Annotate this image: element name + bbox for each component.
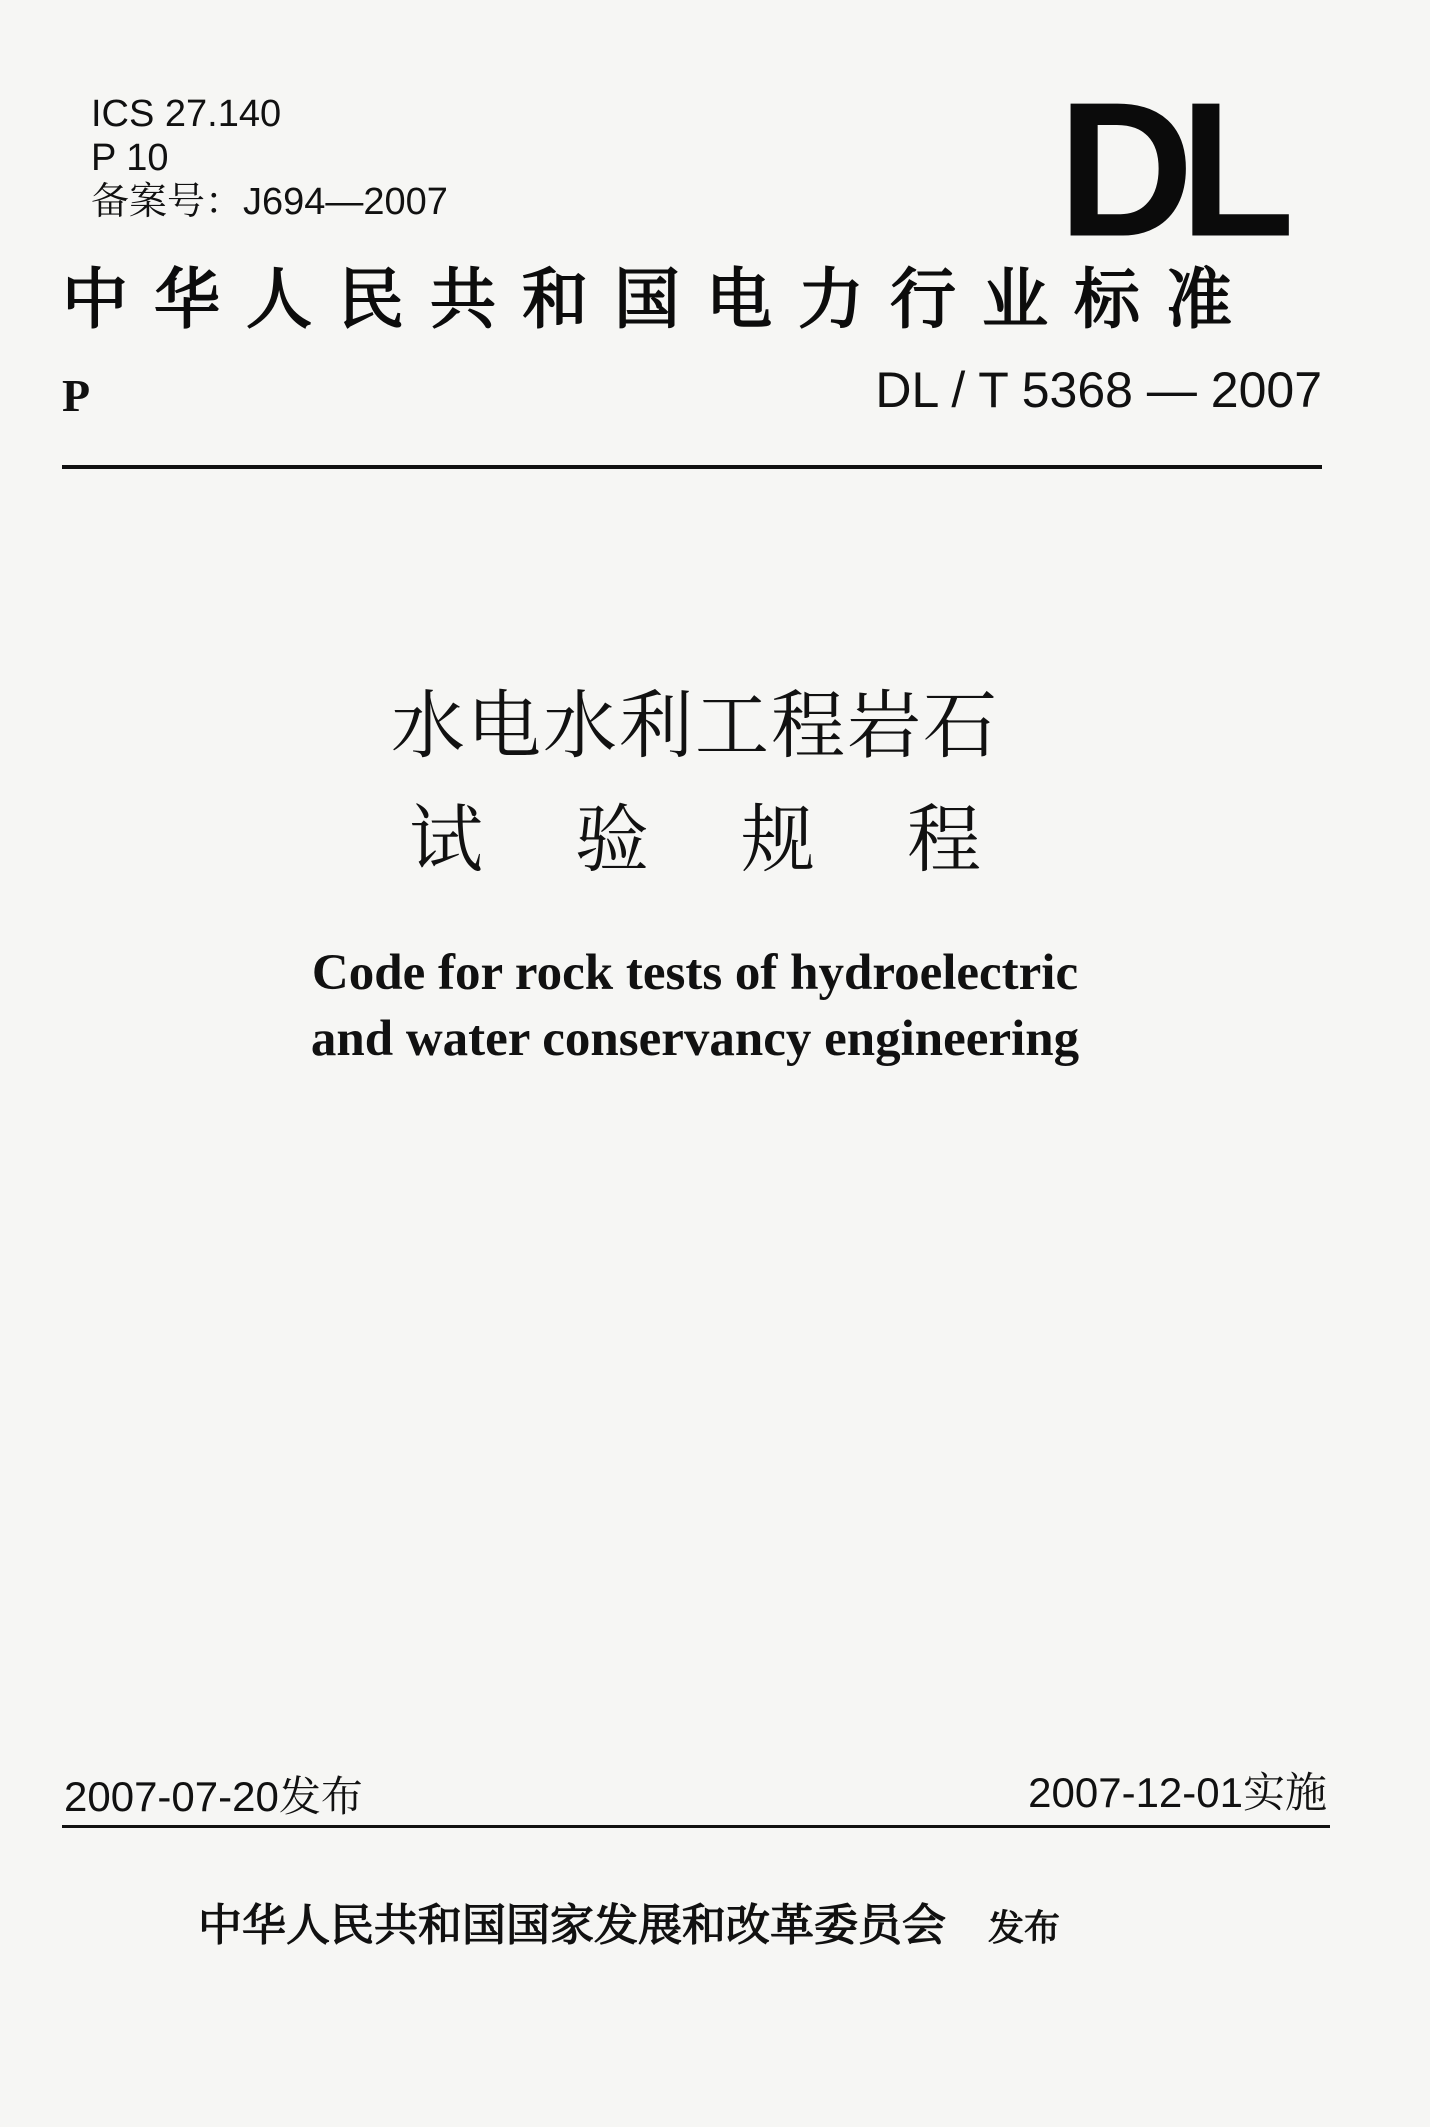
publisher-name: 中华人民共和国国家发展和改革委员会 (198, 1900, 946, 1951)
ics-code: ICS 27.140 (91, 93, 282, 135)
class-number: P 10 (91, 137, 169, 179)
header-divider (62, 465, 1322, 469)
classification-letter: P (62, 370, 91, 421)
title-english-line-1: Code for rock tests of hydroelectric (311, 945, 1079, 1001)
standard-header: 中华人民共和国电力行业标准 (62, 260, 1258, 338)
issue-date: 2007-07-20发布 (64, 1773, 363, 1820)
footer-divider (62, 1825, 1330, 1828)
publisher (198, 1897, 1060, 1957)
title-english (0, 940, 1390, 1072)
title-chinese-line-2: 试验规程 (409, 797, 1073, 883)
publisher-verb: 发布 (988, 1907, 1061, 1949)
title-english-line-2: and water conservancy engineering (310, 1011, 1080, 1067)
dl-logo: DL (1058, 62, 1281, 277)
classification-codes (91, 92, 448, 224)
standard-number: DL / T 5368 — 2007 (875, 362, 1322, 418)
effective-date: 2007-12-01实施 (1028, 1769, 1327, 1816)
record-number: 备案号：J694—2007 (91, 181, 448, 223)
title-chinese-line-1: 水电水利工程岩石 (391, 683, 999, 769)
